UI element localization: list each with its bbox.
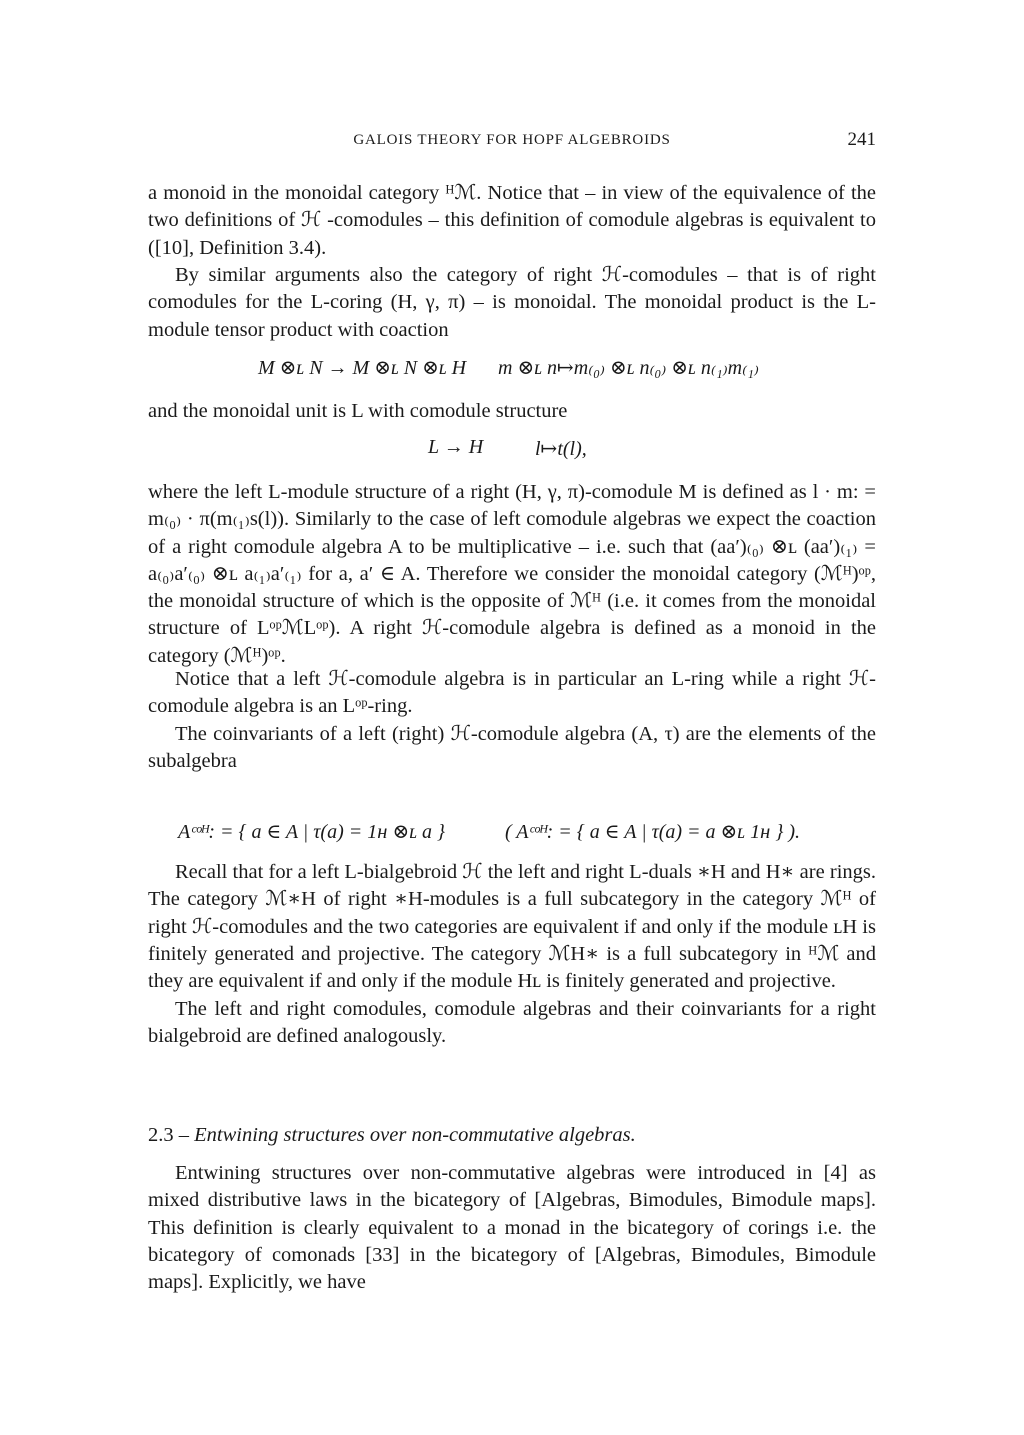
paragraph-left-module-structure: where the left L-module structure of a right (H, γ, π)-comodule M is defined as l · m: = m₍₀₎ · π(m₍₁₎s(l)). Similarly to the case of left comodule algebras we expect the coaction of a right comodule algebra A to be multiplicative – i.e. such that (aa′)₍₀₎ ⊗ʟ (aa′)₍₁₎ = a₍₀₎a′₍₀₎ ⊗ʟ a₍₁₎a′₍₁₎ for a, a′ ∈ A. Therefore we consider the monoidal category (ℳᴴ)ᵒᵖ, the monoidal structure of which is the opposite of ℳᴴ (i.e. it comes from the monoidal structure of LᵒᵖℳLᵒᵖ). A right ℋ-comodule algebra is defined as a monoid in the category (ℳᴴ)ᵒᵖ.	[148, 481, 876, 667]
paragraph-l-ring: Notice that a left ℋ-comodule algebra is in particular an L-ring while a right ℋ-comodule algebra is an Lᵒᵖ-ring.	[148, 668, 876, 718]
paragraph-entwining: Entwining structures over non-commutative algebras were introduced in [4] as mixed distributive laws in the bicategory of [Algebras, Bimodules, Bimodule maps]. This definition is clearly equivalent to a monad in the bicategory of corings i.e. the bicategory of comonads [33] in the bicategory of [Algebras, Bimodules, Bimodule maps]. Explicitly, we have	[148, 1162, 876, 1294]
page-number: 241	[847, 129, 876, 150]
paragraph-coinvariants: The coinvariants of a left (right) ℋ-comodule algebra (A, τ) are the elements of the subalgebra	[148, 723, 876, 773]
display-coinvariants-left: Aᶜᵒᴴ: = { a ∈ A | τ(a) = 1ʜ ⊗ʟ a }	[178, 821, 446, 843]
section-heading	[148, 1124, 636, 1147]
paragraph-recall: Recall that for a left L-bialgebroid ℋ the left and right L-duals ∗H and H∗ are rings. The category ℳ∗H of right ∗H-modules is a full subcategory in the category ℳᴴ of right ℋ-comodules and the two categories are equivalent if and only if the module ʟH is finitely generated and projective. The category ℳH∗ is a full subcategory in ᴴℳ and they are equivalent if and only if the module Hʟ is finitely generated and projective.	[148, 861, 876, 993]
section-number: 2.3 –	[148, 1124, 189, 1146]
page-header	[148, 129, 876, 155]
running-title: GALOIS THEORY FOR HOPF ALGEBROIDS	[353, 132, 671, 148]
display-coaction-right: m ⊗ʟ n↦m₍₀₎ ⊗ʟ n₍₀₎ ⊗ʟ n₍₁₎m₍₁₎	[498, 357, 759, 379]
display-coinvariants-right: ( Aᶜᵒᴴ: = { a ∈ A | τ(a) = a ⊗ʟ 1ʜ } ).	[505, 821, 800, 843]
display-coaction-left: M ⊗ʟ N → M ⊗ʟ N ⊗ʟ H	[258, 357, 467, 379]
section-title: Entwining structures over non-commutative algebras.	[194, 1124, 636, 1146]
paragraph-monoid: a monoid in the monoidal category ᴴℳ. Notice that – in view of the equivalence of the two definitions of ℋ -comodules – this definition of comodule algebras is equivalent to ([10], Definition 3.4).	[148, 182, 876, 259]
display-unit-right: l↦t(l),	[535, 438, 587, 460]
paragraph-right-comodules: By similar arguments also the category of right ℋ-comodules – that is of right comodules for the L-coring (H, γ, π) – is monoidal. The monoidal product is the L-module tensor product with coaction	[148, 264, 876, 341]
paragraph-analogous: The left and right comodules, comodule algebras and their coinvariants for a right bialgebroid are defined analogously.	[148, 998, 876, 1048]
paragraph-monoidal-unit: and the monoidal unit is L with comodule structure	[148, 400, 568, 422]
display-unit-left: L → H	[428, 436, 484, 458]
